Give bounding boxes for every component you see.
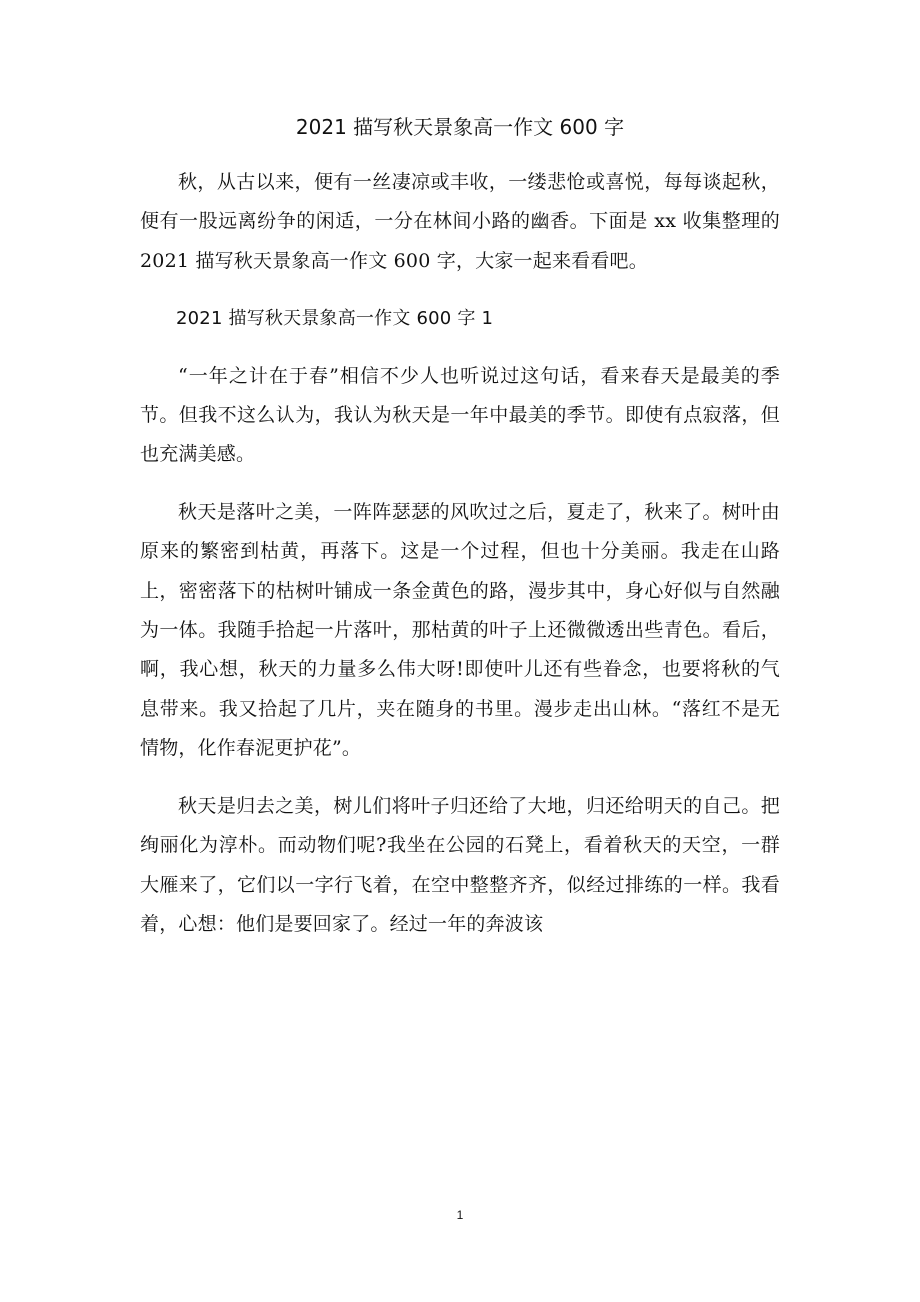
essay-paragraph-1: “一年之计在于春”相信不少人也听说过这句话，看来春天是最美的季节。但我不这么认为，我认为秋天是一年中最美的季节。即使有点寂落，但也充满美感。 xyxy=(140,364,780,466)
essay-paragraph-3: 秋天是归去之美，树儿们将叶子归还给了大地，归还给明天的自己。把绚丽化为淳朴。而动物们呢?我坐在公园的石凳上，看着秋天的天空，一群大雁来了，它们以一字行飞着，在空中整整齐齐，似经过排练的一样。我看着，心想：他们是要回家了。经过一年的奔波该 xyxy=(140,794,780,935)
essay-body xyxy=(140,163,780,962)
intro-paragraph: 秋，从古以来，便有一丝凄凉或丰收，一缕悲怆或喜悦，每每谈起秋，便有一股远离纷争的闲适，一分在林间小路的幽香。下面是 xx 收集整理的 2021 描写秋天景象高一作文 600 字，大家一起来看看吧。 xyxy=(140,171,780,272)
page-title: 2021 描写秋天景象高一作文 600 字 xyxy=(295,115,625,139)
essay-paragraph-2: 秋天是落叶之美，一阵阵瑟瑟的风吹过之后，夏走了，秋来了。树叶由原来的繁密到枯黄，再落下。这是一个过程，但也十分美丽。我走在山路上，密密落下的枯树叶铺成一条金黄色的路，漫步其中，身心好似与自然融为一体。我随手拾起一片落叶，那枯黄的叶子上还微微透出些青色。看后，啊，我心想，秋天的力量多么伟大呀!即使叶儿还有些眷念，也要将秋的气息带来。我又拾起了几片，夹在随身的书里。漫步走出山林。“落红不是无情物，化作春泥更护花”。 xyxy=(140,500,780,760)
section-heading: 2021 描写秋天景象高一作文 600 字 1 xyxy=(176,308,494,330)
page-number: 1 xyxy=(456,1208,464,1222)
